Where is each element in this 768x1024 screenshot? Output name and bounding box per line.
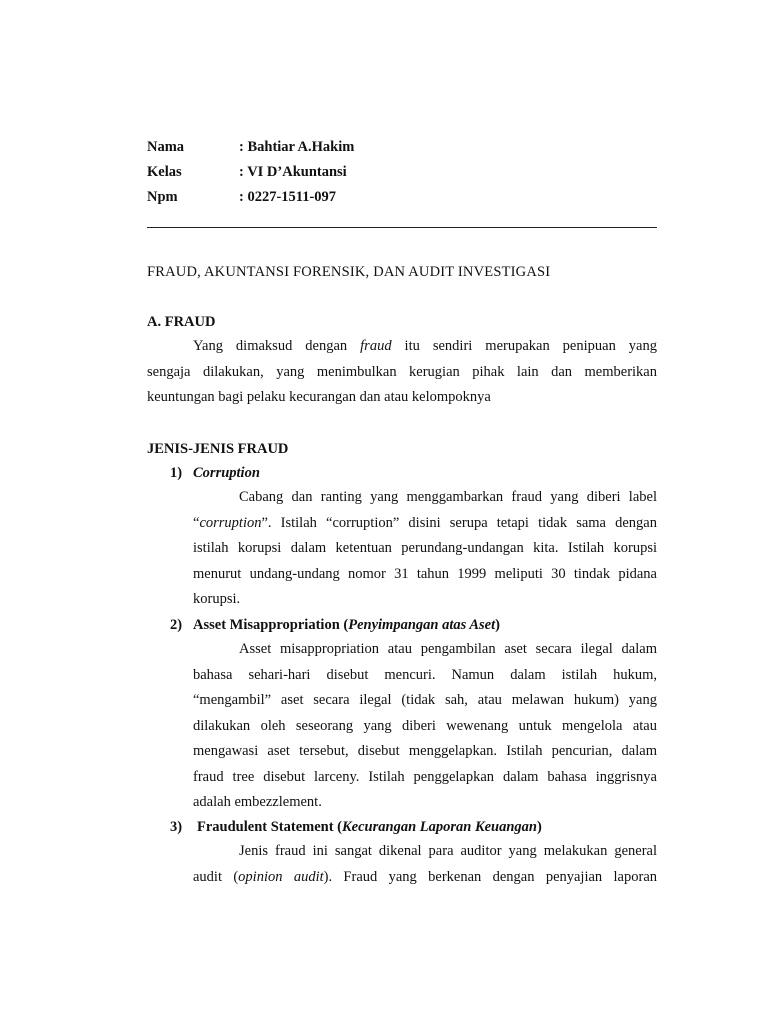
- section-heading-fraud: A. FRAUD: [147, 314, 216, 330]
- paragraph-line: fraud tree disebut larceny. Istilah penggelapkan dalam bahasa inggrisnya: [193, 768, 657, 785]
- text-run: audit (: [193, 868, 239, 885]
- italic-term: fraud: [360, 338, 392, 354]
- text-run: “: [193, 514, 200, 531]
- fraud-definition-paragraph: [147, 334, 657, 411]
- text-run: ): [537, 819, 542, 835]
- identity-value: : Bahtiar A.Hakim: [239, 139, 355, 155]
- item-number: 3): [170, 819, 183, 835]
- paragraph-line: istilah korupsi dalam ketentuan perundang-undangan kita. Istilah korupsi: [193, 540, 657, 556]
- paragraph-line: keuntungan bagi pelaku kecurangan dan atau kelompoknya: [147, 389, 491, 405]
- corruption-paragraph: [193, 485, 657, 613]
- item-title: [197, 818, 542, 836]
- paragraph-line: dilakukan oleh seseorang yang diberi wewenang untuk mengelola atau: [193, 717, 657, 734]
- text-run: ). Fraud yang berkenan dengan penyajian laporan: [323, 868, 657, 885]
- paragraph-line: menurut undang-undang nomor 31 tahun 1999 meliputi 30 tindak pidana: [193, 565, 657, 582]
- text-run: Asset Misappropriation (: [193, 617, 349, 633]
- text-run: Fraudulent Statement (: [197, 819, 342, 835]
- italic-term: Kecurangan Laporan Keuangan: [342, 819, 537, 835]
- header-divider: [147, 227, 657, 228]
- paragraph-line: Asset misappropriation atau pengambilan aset secara ilegal dalam: [239, 641, 657, 657]
- fraudulent-statement-paragraph: [193, 839, 657, 890]
- text-run: itu sendiri merupakan penipuan yang: [391, 338, 657, 354]
- item-number: 2): [170, 617, 183, 633]
- section-heading-jenis-fraud: JENIS-JENIS FRAUD: [147, 441, 289, 457]
- identity-label: Kelas: [147, 164, 182, 180]
- paragraph-line: [147, 334, 657, 360]
- asset-misappropriation-paragraph: [193, 637, 657, 816]
- item-title: [193, 616, 500, 634]
- paragraph-line: [193, 865, 657, 891]
- identity-label: Npm: [147, 189, 178, 205]
- paragraph-line: Jenis fraud ini sangat dikenal para auditor yang melakukan general: [239, 843, 657, 859]
- identity-value: : VI D’Akuntansi: [239, 164, 347, 180]
- item-title: Corruption: [193, 465, 260, 481]
- paragraph-line: sengaja dilakukan, yang menimbulkan kerugian pihak lain dan memberikan: [147, 363, 657, 380]
- text-run: ”. Istilah “corruption” disini serupa tetapi tidak sama dengan: [261, 514, 657, 531]
- document-title: FRAUD, AKUNTANSI FORENSIK, DAN AUDIT INVESTIGASI: [147, 264, 551, 280]
- italic-term: Penyimpangan atas Aset: [348, 617, 496, 633]
- identity-label: Nama: [147, 139, 185, 155]
- text-run: Yang dimaksud dengan: [193, 338, 361, 354]
- text-run: ): [495, 617, 500, 633]
- paragraph-line: bahasa sehari-hari disebut mencuri. Namun dalam istilah hukum,: [193, 666, 657, 683]
- identity-value: : 0227-1511-097: [239, 189, 337, 205]
- item-number: 1): [170, 465, 183, 481]
- italic-term: opinion audit: [238, 868, 324, 885]
- paragraph-line: korupsi.: [193, 591, 241, 607]
- paragraph-line: mengawasi aset tersebut, disebut menggelapkan. Istilah pencurian, dalam: [193, 743, 657, 759]
- paragraph-line: “mengambil” aset secara ilegal (tidak sah, atau melawan hukum) yang: [193, 692, 657, 708]
- paragraph-line: [193, 511, 657, 537]
- italic-term: corruption: [199, 514, 262, 531]
- paragraph-line: Cabang dan ranting yang menggambarkan fraud yang diberi label: [239, 489, 657, 505]
- paragraph-line: adalah embezzlement.: [193, 794, 322, 810]
